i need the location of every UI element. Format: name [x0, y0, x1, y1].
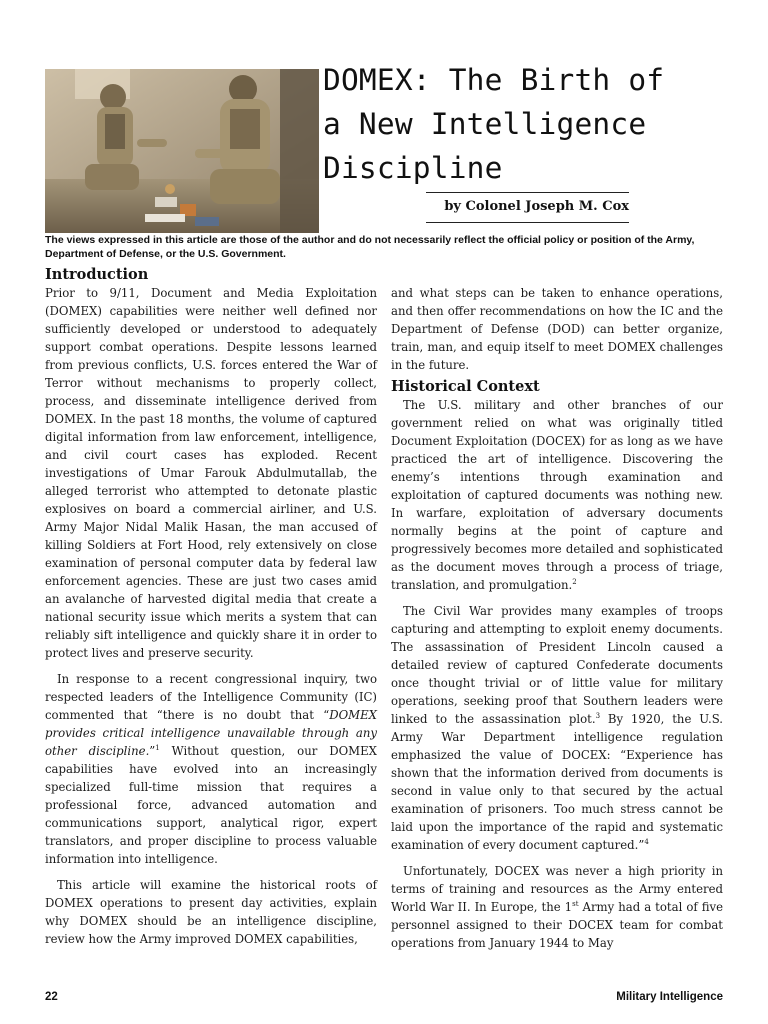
title-line-1: DOMEX: The Birth of	[323, 63, 665, 97]
footnote-ref-4: 4	[644, 838, 649, 846]
publication-name: Military Intelligence	[616, 991, 723, 1003]
footnote-ref-3: 3	[595, 712, 601, 720]
section-heading-historical-context: Historical Context	[391, 378, 540, 395]
footnote-ref-1: 1	[155, 744, 160, 752]
article-title	[323, 58, 743, 190]
title-line-3: Discipline	[323, 151, 503, 185]
history-p2-text-a: The Civil War provides many examples of troops capturing and attempting to exploit enemy documents. The assassination of President Lincoln caused a detailed review of captured Confederate documents once thought trivial or of little value for military operations, seeking proof that Southern leaders were linked to the assassination plot.	[391, 604, 723, 726]
intro-p2-text-a: In response to a recent congressional inquiry, two respected leaders of the Intelligence Community (IC) commented that “there is no doubt that “	[45, 672, 377, 722]
disclaimer: The views expressed in this article are those of the author and do not necessarily reflect the official policy or position of the Army, Department of Defense, or the U.S. Government.	[45, 234, 695, 260]
history-p1-text: The U.S. military and other branches of our government relied on what was originally titled Document Exploitation (DOCEX) for as long as we have practiced the art of intelligence. Discovering the enemy’s intentions through examination and exploitation of captured documents was nothing new. In warfare, exploitation of adversary documents normally begins at the point of capture and progressively becomes more detailed and sophisticated as the document moves through a process of triage, translation, and promulgation.	[391, 398, 723, 592]
intro-paragraph-3-continued: and what steps can be taken to enhance operations, and then offer recommendations on how the IC and the Department of Defense (DOD) can better organize, train, man, and equip itself to meet DOMEX challenges in the future.	[391, 286, 723, 372]
history-p2-text-b: By 1920, the U.S. Army War Department intelligence regulation emphasized the value of DOCEX: “Experience has shown that the information derived from documents is second in value only to that secured by the actual examination of prisoners. Too much stress cannot be laid upon the importance of the rapid and systematic examination of every document captured.”	[391, 712, 723, 852]
history-paragraph-2	[391, 602, 723, 854]
page-number: 22	[45, 991, 58, 1003]
intro-p2-text-c: Without question, our DOMEX capabilities have evolved into an increasingly specialized full-time mission that requires a professional force, advanced automation and communications support, analytical rigor, expert translators, and proper discipline to process valuable information into intelligence.	[45, 744, 377, 866]
footnote-ref-2: 2	[572, 578, 577, 586]
byline-rule-bottom	[426, 222, 629, 223]
column-left	[45, 266, 377, 956]
column-right	[391, 284, 723, 960]
intro-paragraph-3: This article will examine the historical roots of DOMEX operations to present day activities, explain why DOMEX should be an intelligence discipline, review how the Army improved DOMEX capabilities,	[45, 878, 377, 946]
title-line-2: a New Intelligence	[323, 107, 647, 141]
history-paragraph-3	[391, 862, 723, 952]
history-p3-text-b: Army had a total of five personnel assigned to their DOCEX team for combat operations from January 1944 to May	[391, 900, 724, 950]
intro-p2-quote: DOMEX provides critical intelligence unavailable through any other discipline.	[45, 708, 377, 758]
history-p3-text-a: Unfortunately, DOCEX was never a high priority in terms of training and resources as the Army entered World War II. In Europe, the 1	[391, 864, 723, 914]
intro-paragraph-2	[45, 670, 377, 868]
byline: by Colonel Joseph M. Cox	[444, 199, 629, 214]
article-photo	[45, 69, 319, 233]
intro-paragraph-1: Prior to 9/11, Document and Media Exploitation (DOMEX) capabilities were neither well defined nor sufficiently developed or understood to adequately support combat operations. Despite lessons learned from previous conflicts, U.S. forces entered the War of Terror without mechanisms to properly collect, process, and disseminate intelligence derived from DOMEX. In the past 18 months, the volume of captured digital information from law enforcement, intelligence, and civil court cases has exploded. Recent investigations of Umar Farouk Abdulmutallab, the alleged terrorist who attempted to detonate plastic explosives on board a commercial airliner, and U.S. Army Major Nidal Malik Hasan, the man accused of killing Soldiers at Fort Hood, rely extensively on close examination of personal computer data by federal law enforcement agencies. These are just two cases amid an avalanche of harvested digital media that create a national security issue which merits a system that can reliably sift intelligence and quickly share it in order to protect lives and preserve security.	[45, 286, 377, 660]
history-paragraph-1	[391, 396, 723, 594]
ordinal-suffix: st	[572, 900, 579, 908]
intro-p2-text-b: ”	[149, 744, 156, 758]
byline-rule-top	[426, 192, 629, 193]
section-heading-introduction: Introduction	[45, 266, 149, 283]
